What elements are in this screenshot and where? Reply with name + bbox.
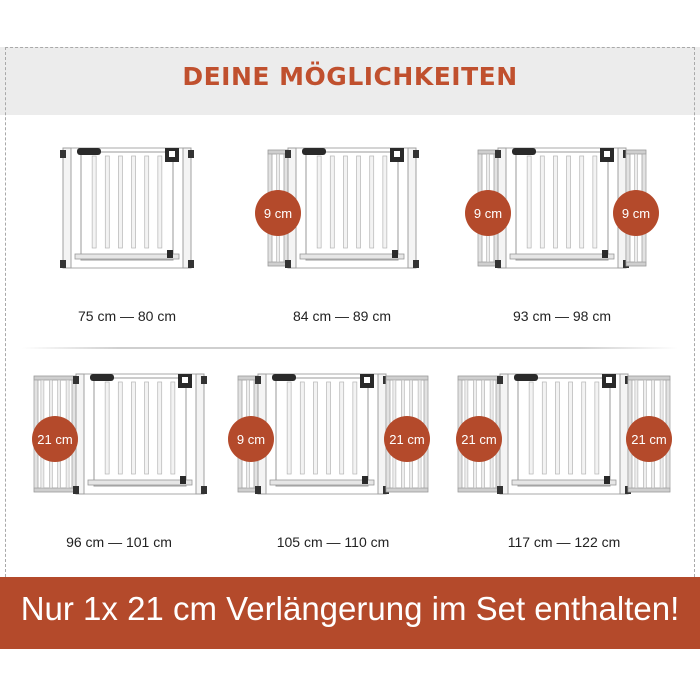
extension-badge-left: 9 cm xyxy=(255,190,301,236)
gate-option-4 xyxy=(14,368,224,558)
size-range-label: 75 cm — 80 cm xyxy=(77,308,177,324)
gate-option-6 xyxy=(444,368,684,558)
size-range-label: 117 cm — 122 cm xyxy=(507,534,621,550)
row-divider xyxy=(22,347,678,349)
size-range-label: 96 cm — 101 cm xyxy=(66,534,172,550)
extension-badge-left: 9 cm xyxy=(465,190,511,236)
extension-badge-right: 21 cm xyxy=(626,416,672,462)
extension-badge-left: 9 cm xyxy=(228,416,274,462)
promo-banner-text: Nur 1x 21 cm Verlängerung im Set enthalten! xyxy=(20,590,680,627)
page-title: DEINE MÖGLICHKEITEN xyxy=(182,62,518,91)
extension-badge-right: 9 cm xyxy=(613,190,659,236)
gate-option-3 xyxy=(448,142,676,332)
size-range-label: 105 cm — 110 cm xyxy=(276,534,390,550)
gate-option-5 xyxy=(228,368,438,558)
gate-option-2 xyxy=(242,142,442,332)
extension-badge-left: 21 cm xyxy=(456,416,502,462)
size-range-label: 93 cm — 98 cm xyxy=(512,308,612,324)
extension-badge-left: 21 cm xyxy=(32,416,78,462)
extension-badge-right: 21 cm xyxy=(384,416,430,462)
size-range-label: 84 cm — 89 cm xyxy=(292,308,392,324)
gate-option-1 xyxy=(22,142,232,332)
gate-illustration xyxy=(22,142,232,278)
frame-top-dash xyxy=(5,47,695,48)
